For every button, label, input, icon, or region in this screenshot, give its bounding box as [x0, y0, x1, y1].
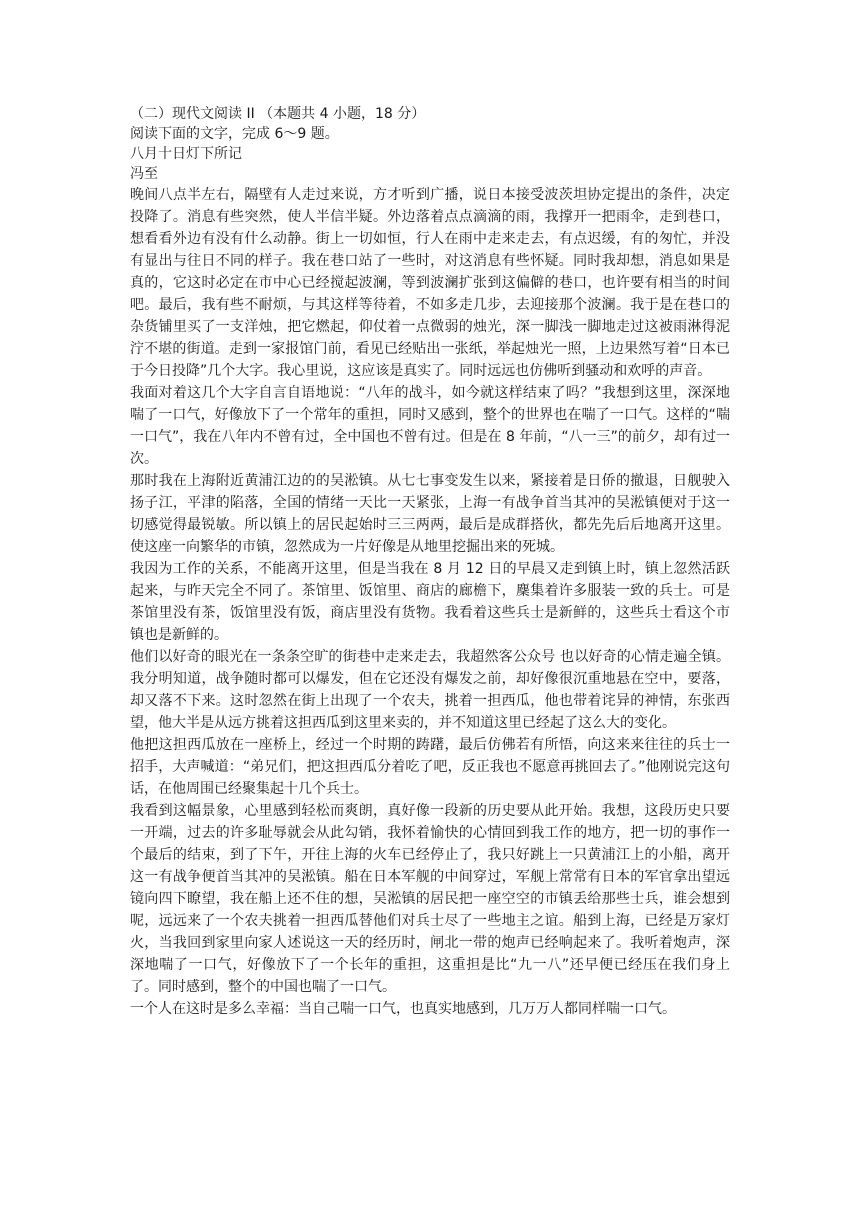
article-paragraph: 他把这担西瓜放在一座桥上，经过一个时期的踌躇，最后仿佛若有所悟，向这来来往往的兵士一招手，大声喊道：“弟兄们，把这担西瓜分着吃了吧，反正我也不愿意再挑回去了。”他刚说完这句话，在他周围已经聚集起十几个兵士。 — [130, 737, 730, 797]
article-paragraph: 我因为工作的关系，不能离开这里，但是当我在 8 月 12 日的早晨又走到镇上时，镇上忽然活跃起来，与昨天完全不同了。茶馆里、饭馆里、商店的廊檐下，麇集着许多服装一致的兵士。可是茶馆里没有茶，饭馆里没有饭，商店里没有货物。我看着这些兵士是新鲜的，这些兵士看这个市镇也是新鲜的。 — [130, 561, 730, 643]
article-paragraph: 我看到这幅景象，心里感到轻松而爽朗，真好像一段新的历史要从此开始。我想，这段历史只要一开端，过去的许多耻辱就会从此勾销，我怀着愉快的心情回到我工作的地方，把一切的事作一个最后的结束，到了下午，开往上海的火车已经停止了，我只好跳上一只黄浦江上的小船，离开这一有战争便首当其冲的吴淞镇。船在日本军舰的中间穿过，军舰上常常有日本的军官拿出望远镜向四下瞭望，我在船上还不住的想，吴淞镇的居民把一座空空的市镇丢给那些士兵，谁会想到呢，远远来了一个农夫挑着一担西瓜替他们对兵士尽了一些地主之谊。船到上海，已经是万家灯火，当我回到家里向家人述说这一天的经历时，闸北一带的炮声已经响起来了。我听着炮声，深深地喘了一口气，好像放下了一个长年的重担，这重担是比“九一八”还早便已经压在我们身上了。同时感到，整个的中国也喘了一口气。 — [130, 803, 730, 995]
article-paragraph: 他们以好奇的眼光在一条条空旷的街巷中走来走去，我超然客公众号 也以好奇的心情走遍全镇。我分明知道，战争随时都可以爆发，但在它还没有爆发之前，却好像很沉重地悬在空中，要落，却又落不下来。这时忽然在街上出现了一个农夫，挑着一担西瓜，他也带着诧异的神情，东张西望，他大半是从远方挑着这担西瓜到这里来卖的，并不知道这里已经起了这么大的变化。 — [130, 649, 730, 731]
article-paragraph: 那时我在上海附近黄浦江边的的吴淞镇。从七七事变发生以来，紧接着是日侨的撤退，日舰驶入扬子江，平津的陷落，全国的情绪一天比一天紧张，上海一有战争首当其冲的吴淞镇便对于这一切感觉得最锐敏。所以镇上的居民起始时三三两两，最后是成群搭伙，都先先后后地离开这里。使这座一向繁华的市镇，忽然成为一片好像是从地里挖掘出来的死城。 — [130, 473, 730, 555]
article-paragraph: 我面对着这几个大字自言自语地说：“八年的战斗，如今就这样结束了吗？”我想到这里，深深地喘了一口气，好像放下了一个常年的重担，同时又感到，整个的世界也在喘了一口气。这样的“喘一口气”，我在八年内不曾有过，全中国也不曾有过。但是在 8 年前，“八一三”的前夕，却有过一次。 — [130, 385, 730, 467]
article-title: 八月十日灯下所记 — [130, 146, 242, 162]
article-author: 冯至 — [130, 166, 158, 182]
section-heading: （二）现代文阅读 II （本题共 4 小题，18 分） — [130, 106, 426, 122]
document-page — [130, 104, 730, 1020]
reading-instruction: 阅读下面的文字，完成 6～9 题。 — [130, 126, 339, 142]
article-paragraph: 一个人在这时是多么幸福：当自己喘一口气，也真实地感到，几万万人都同样喘一口气。 — [130, 1001, 676, 1017]
article-paragraph: 晚间八点半左右，隔壁有人走过来说，方才听到广播，说日本接受波茨坦协定提出的条件，决定投降了。消息有些突然，使人半信半疑。外边落着点点滴滴的雨，我撑开一把雨伞，走到巷口，想看看外边有没有什么动静。街上一切如恒，行人在雨中走来走去，有点迟缓，有的匆忙，并没有显出与往日不同的样子。我在巷口站了一些时，对这消息有些怀疑。同时我却想，消息如果是真的，它这时必定在市中心已经搅起波澜，等到波澜扩张到这偏僻的巷口，也许要有相当的时间吧。最后，我有些不耐烦，与其这样等待着，不如多走几步，去迎接那个波澜。我于是在巷口的杂货铺里买了一支洋烛，把它燃起，仰仗着一点微弱的烛光，深一脚浅一脚地走过这被雨淋得泥泞不堪的街道。走到一家报馆门前，看见已经贴出一张纸，举起烛光一照，上边果然写着“日本已于今日投降”几个大字。我心里说，这应该是真实了。同时远远也仿佛听到骚动和欢呼的声音。 — [130, 187, 730, 379]
